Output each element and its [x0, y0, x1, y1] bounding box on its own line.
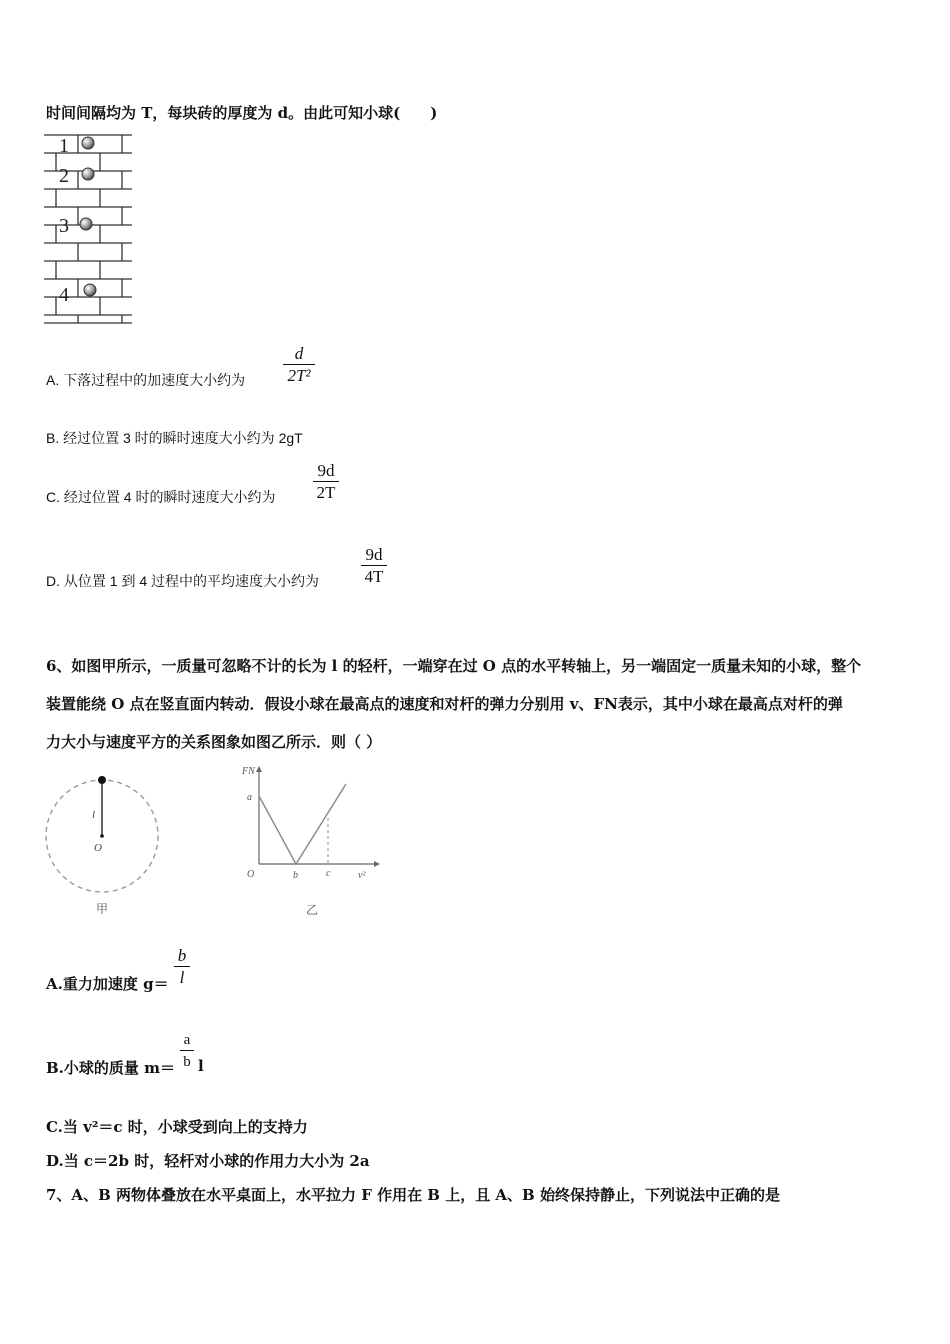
q6-option-a: A.重力加速度 g＝	[46, 975, 169, 993]
q6-stem-line-3: 力大小与速度平方的关系图象如图乙所示．则（ ）	[46, 733, 382, 751]
position-label-2: 2	[59, 165, 69, 187]
figure-jia-rotating-rod	[44, 760, 194, 920]
fraction-denominator: 2T	[316, 483, 336, 502]
y-axis-label: FN	[242, 766, 255, 777]
ball-position-3	[80, 218, 92, 230]
q5-option-d	[46, 571, 319, 591]
q5-option-b-text: B. 经过位置 3 时的瞬时速度大小约为 2gT	[46, 430, 303, 446]
x-axis-label: v²	[358, 870, 366, 881]
q6-option-b: B.小球的质量 m＝	[46, 1059, 175, 1077]
figure-yi-force-graph	[236, 760, 386, 920]
fraction-numerator: 9d	[365, 545, 383, 564]
q5-option-c-text: C. 经过位置 4 时的瞬时速度大小约为	[46, 489, 276, 505]
figure-caption-yi: 乙	[306, 903, 319, 917]
ball-position-1	[82, 137, 94, 149]
ball-position-2	[82, 168, 94, 180]
q5-stem-text: 时间间隔均为 T，每块砖的厚度为 d。由此可知小球( )	[46, 104, 438, 122]
q7-stem-line-1: 7、A、B 两物体叠放在水平桌面上，水平拉力 F 作用在 B 上，且 A、B 始终保持静止，下列说法中正确的是	[46, 1186, 780, 1204]
origin-label: O	[247, 869, 255, 880]
fraction-numerator: 9d	[317, 461, 335, 480]
pivot-label: O	[94, 842, 102, 854]
q6-option-c: C.当 v²＝c 时，小球受到向上的支持力	[46, 1118, 308, 1136]
position-label-1: 1	[59, 135, 69, 157]
fraction-numerator: d	[294, 344, 304, 363]
a-label: a	[247, 792, 252, 803]
ball-position-4	[84, 284, 96, 296]
q6-option-d: D.当 c＝2b 时，轻杆对小球的作用力大小为 2a	[46, 1152, 370, 1170]
q6-stem-line-1: 6、如图甲所示，一质量可忽略不计的长为 l 的轻杆，一端穿在过 O 点的水平转轴上，另一端固定一质量未知的小球，整个	[46, 657, 862, 675]
q5-option-a-text: A. 下落过程中的加速度大小约为	[46, 372, 246, 388]
b-label: b	[293, 870, 298, 881]
pivot-point	[100, 834, 104, 838]
fraction-numerator: b	[177, 946, 187, 965]
brick-wall-figure	[44, 132, 136, 328]
fraction-denominator: 2T²	[287, 366, 311, 385]
force-curve	[259, 784, 346, 864]
q6-option-b-fraction	[180, 1030, 194, 1073]
q5-option-d-fraction	[361, 545, 387, 588]
figure-caption-jia: 甲	[96, 902, 109, 916]
rod-length-label: l	[92, 809, 96, 821]
q6-stem-line-2: 装置能绕 O 点在竖直面内转动．假设小球在最高点的速度和对杆的弹力分别用 v、FN表示，其中小球在最高点对杆的弹	[46, 695, 843, 713]
q6-option-a-fraction	[174, 946, 190, 989]
fraction-denominator: l	[179, 968, 185, 987]
q5-option-c	[46, 487, 275, 507]
fraction-numerator: a	[183, 1032, 191, 1048]
position-label-3: 3	[59, 215, 69, 237]
position-label-4: 4	[59, 284, 69, 306]
q5-option-a	[46, 370, 245, 390]
q5-option-c-fraction	[313, 461, 339, 504]
fraction-denominator: 4T	[364, 567, 384, 586]
q5-option-a-fraction	[283, 344, 315, 387]
q5-option-b	[46, 428, 303, 448]
q5-option-d-text: D. 从位置 1 到 4 过程中的平均速度大小约为	[46, 573, 320, 589]
fraction-denominator: b	[183, 1054, 191, 1070]
q6-option-b-suffix: l	[198, 1057, 204, 1075]
c-label: c	[326, 868, 331, 879]
ball	[98, 776, 106, 784]
